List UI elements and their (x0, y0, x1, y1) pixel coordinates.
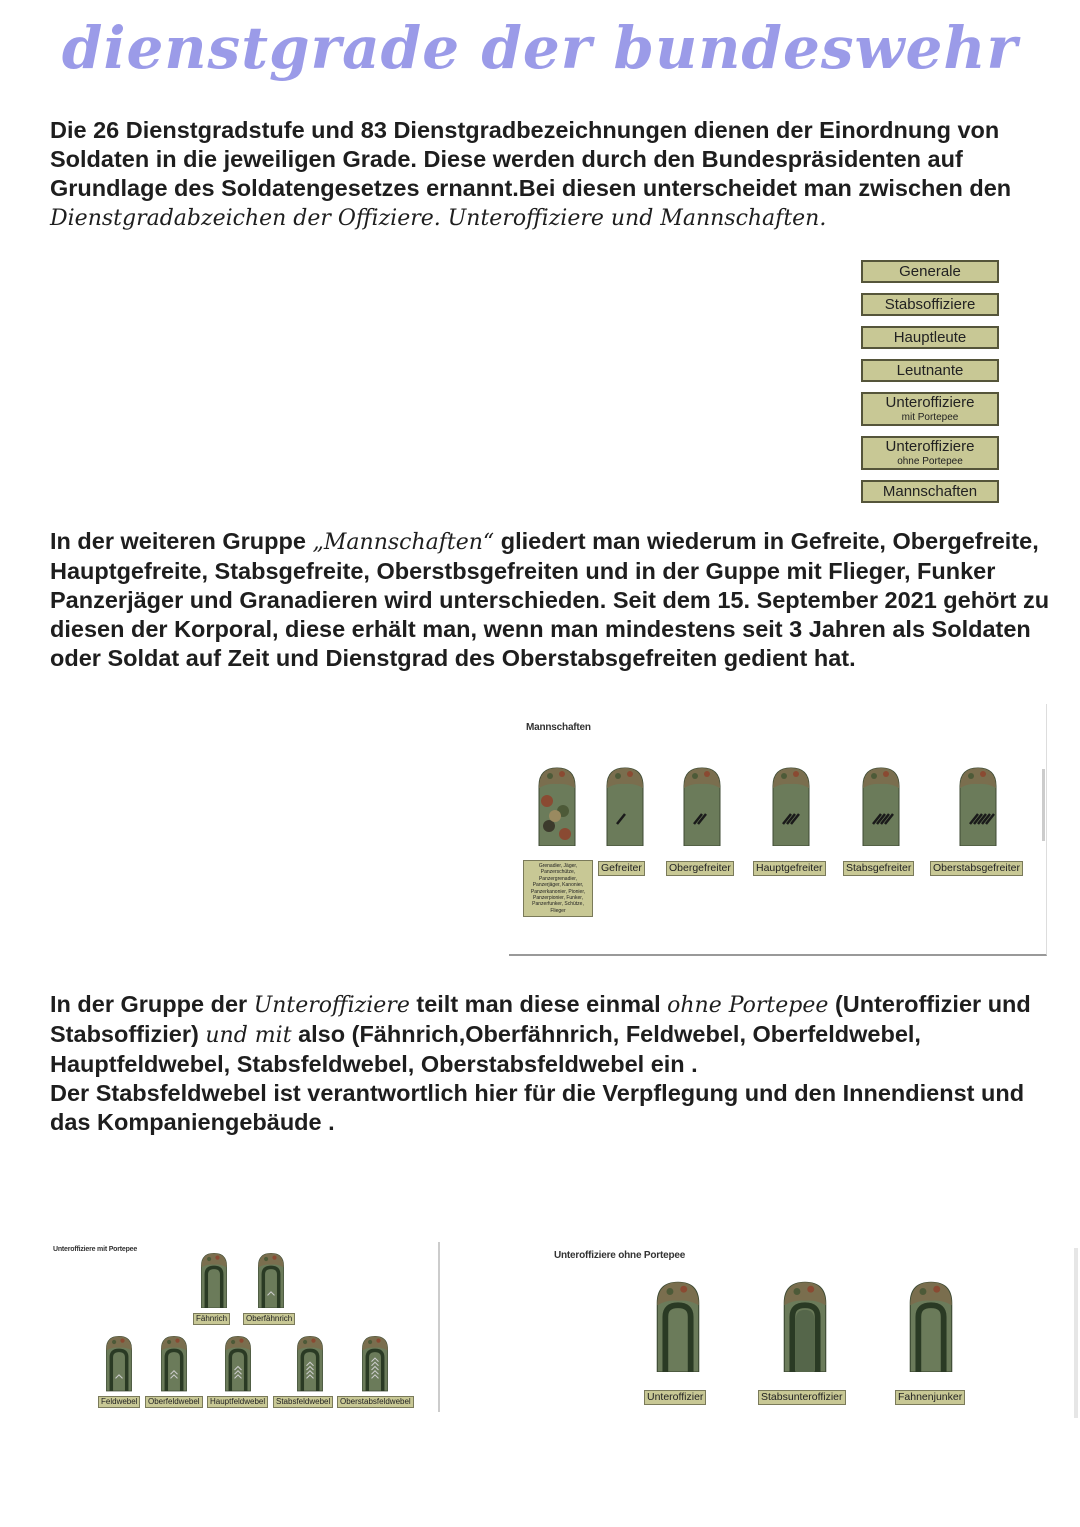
scrollbar[interactable] (1074, 1248, 1078, 1418)
shoulder-strap (257, 1252, 285, 1313)
mannschaften-handwritten: „Mannschaften“ (312, 530, 495, 555)
shoulder-strap (224, 1334, 252, 1397)
shoulder-strap (105, 1334, 133, 1397)
shoulder-strap (908, 1280, 954, 1377)
shoulder-strap (861, 766, 901, 851)
legend-item (861, 436, 999, 470)
page-title: dienstgrade der bundeswehr (61, 14, 1019, 82)
legend-item (861, 293, 999, 316)
rank-label: Stabsgefreiter (843, 861, 914, 876)
legend-item (861, 326, 999, 349)
legend-label: Unteroffiziere (885, 394, 975, 411)
mannschaften-text-b: gliedert man wiederum in Gefreite, Obergefreite, Hauptgefreite, Stabsgefreite, Oberstbsgefreiten und in der Guppe mit Flieger, Funker Panzerjäger und Granadieren wird unterschieden. Seit dem 15. September 2021 gehört zu diesen der Korporal, diese erhält man, wenn man mindestens seit 3 Jahren als Soldaten oder Soldat auf Zeit und Dienstgrad des Oberstabsgefreiten gedient hat. (50, 528, 1050, 671)
intro-paragraph (50, 116, 1050, 233)
rank-label: Oberfeldwebel (145, 1396, 203, 1408)
shoulder-strap (958, 766, 998, 851)
rank-label: Fähnrich (193, 1313, 230, 1325)
rank-label: Fahnenjunker (895, 1390, 965, 1405)
rank-label: Hauptgefreiter (753, 861, 826, 876)
rank-label: Oberstabsfeldwebel (337, 1396, 414, 1408)
rank-group-legend (861, 260, 999, 513)
legend-label: Unteroffiziere (885, 438, 975, 455)
legend-label: Generale (899, 263, 961, 280)
rank-label: Obergefreiter (666, 861, 734, 876)
mannschaften-paragraph (50, 527, 1050, 673)
legend-label: Mannschaften (882, 483, 978, 500)
rank-label: Hauptfeldwebel (207, 1396, 268, 1408)
uo-handwritten-1: Unteroffiziere (253, 993, 410, 1018)
mit-portepee-title: Unteroffiziere mit Portepee (53, 1246, 138, 1253)
rank-label: Oberstabsgefreiter (930, 861, 1023, 876)
uo-text-b: teilt man diese einmal (416, 991, 661, 1017)
intro-text: Die 26 Dienstgradstufe und 83 Dienstgradbezeichnungen dienen der Einordnung von Soldaten in die jeweiligen Grade. Diese werden durch den Bundespräsidenten auf Grundlage des Soldatengesetzes ernannt.Bei diesen unterscheidet man zwischen den (50, 117, 1012, 201)
mannschaften-first-label: Grenadier, Jäger, Panzerschütze, Panzergrenadier, Panzerjäger, Kanonier, Panzerkanonier, Pionier, Panzerpionier, Funker, Panzerfunker, Schütze, Flieger (523, 860, 593, 917)
ohne-portepee-title: Unteroffiziere ohne Portepee (554, 1250, 686, 1261)
rank-label: Feldwebel (98, 1396, 140, 1408)
rank-label: Gefreiter (598, 861, 645, 876)
mannschaften-panel (509, 704, 1047, 956)
legend-item (861, 359, 999, 382)
legend-sub: mit Portepee (901, 412, 959, 423)
unteroffiziere-paragraph (50, 990, 1050, 1137)
shoulder-strap (296, 1334, 324, 1397)
legend-item (861, 260, 999, 283)
shoulder-strap (605, 766, 645, 851)
intro-handwritten: Dienstgradabzeichen der Offiziere. Unteroffiziere und Mannschaften. (50, 206, 827, 231)
mit-portepee-panel (48, 1242, 440, 1412)
ohne-portepee-panel (540, 1242, 1080, 1422)
legend-sub: ohne Portepee (897, 456, 963, 467)
shoulder-strap (782, 1280, 828, 1377)
shoulder-strap (655, 1280, 701, 1377)
shoulder-strap (361, 1334, 389, 1397)
legend-label: Leutnante (896, 362, 964, 379)
mannschaften-panel-title: Mannschaften (526, 722, 591, 733)
rank-label: Unteroffizier (644, 1390, 706, 1405)
shoulder-strap (682, 766, 722, 851)
uo-handwritten-3: und mit (205, 1023, 292, 1048)
scrollbar[interactable] (1042, 769, 1045, 841)
uo-text-e: Der Stabsfeldwebel ist verantwortlich hier für die Verpflegung und den Innendienst und das Kompaniengebäude . (50, 1080, 1025, 1135)
uo-handwritten-2: ohne Portepee (667, 993, 829, 1018)
mannschaften-text-a: In der weiteren Gruppe (50, 528, 306, 554)
rank-label: Oberfähnrich (243, 1313, 295, 1325)
uo-text-c: (Unteroffizier und Stabsoffizier) (50, 991, 1031, 1047)
rank-label: Stabsunteroffizier (758, 1390, 846, 1405)
shoulder-strap (771, 766, 811, 851)
rank-label: Stabsfeldwebel (273, 1396, 333, 1408)
legend-label: Hauptleute (893, 329, 967, 346)
shoulder-strap (200, 1252, 228, 1313)
legend-label: Stabsoffiziere (884, 296, 976, 313)
uo-text-a: In der Gruppe der (50, 991, 248, 1017)
shoulder-strap (160, 1334, 188, 1397)
shoulder-strap (537, 766, 577, 851)
legend-item (861, 480, 999, 503)
uo-text-d: also (Fähnrich,Oberfähnrich, Feldwebel, Oberfeldwebel, Hauptfeldwebel, Stabsfeldwebel, Oberstabsfeldwebel ein . (50, 1021, 921, 1077)
legend-item (861, 392, 999, 426)
